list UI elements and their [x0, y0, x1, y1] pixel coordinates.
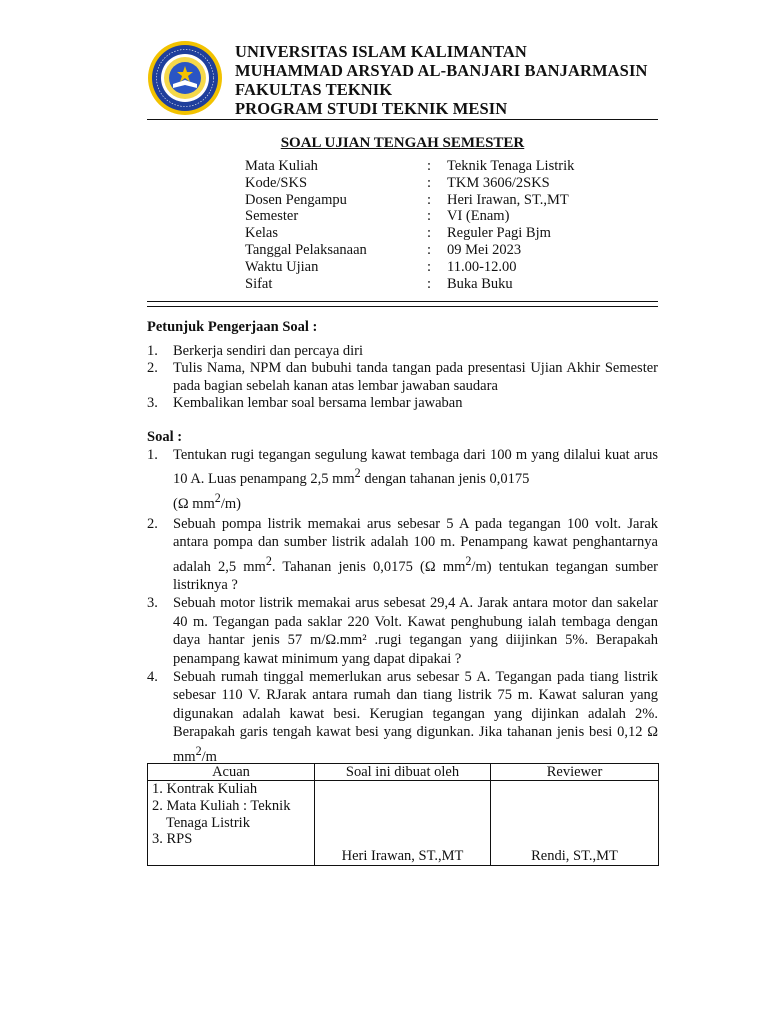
- exam-info-table: [245, 158, 574, 292]
- info-row: [245, 225, 574, 242]
- list-item: [147, 395, 658, 412]
- info-value: Reguler Pagi Bjm: [447, 225, 551, 242]
- info-colon: :: [427, 174, 432, 191]
- author-cell: [315, 781, 491, 866]
- text-part: Tentukan rugi tegangan segulung kawat tembaga dari 100 m yang dilalui kuat arus 10 A. Luas penampang 2,5 mm: [173, 447, 658, 488]
- info-label: Semester: [245, 208, 299, 225]
- list-item: [147, 515, 658, 594]
- info-value: Teknik Tenaga Listrik: [447, 158, 575, 174]
- info-colon: :: [427, 158, 432, 174]
- item-text: Tulis Nama, NPM dan bubuhi tanda tangan pada presentasi Ujian Akhir Semester pada bagian sebelah kanan atas lembar jawaban saudara: [173, 360, 658, 394]
- superscript: 2: [265, 553, 272, 568]
- acuan-item: 2. Mata Kuliah : Teknik: [152, 797, 291, 814]
- item-number: 2.: [147, 360, 158, 377]
- table-header-author: Soal ini dibuat oleh: [315, 764, 491, 781]
- questions-heading: Soal :: [147, 429, 183, 445]
- questions-list: [147, 446, 658, 766]
- info-row: [245, 208, 574, 225]
- acuan-item: Tenaga Listrik: [166, 814, 250, 831]
- text-part: /m) tentukan tegangan sumber listriknya ?: [173, 558, 658, 593]
- item-number: 3.: [147, 394, 158, 411]
- info-row: [245, 259, 574, 276]
- text-part: /m: [201, 748, 217, 765]
- info-row: [245, 175, 574, 192]
- item-text: [173, 515, 658, 594]
- item-number: 2.: [147, 515, 158, 532]
- text-part: Sebuah pompa listrik memakai arus sebesar 5 A pada tegangan 100 volt. Jarak antara pompa dan sumber listrik adalah 100 m. Penampang kawat penghantarnya adalah 2,5 mm: [173, 515, 658, 575]
- info-colon: :: [427, 258, 432, 275]
- info-label: Kelas: [245, 225, 279, 242]
- superscript: 2: [195, 743, 202, 758]
- item-text: [173, 668, 658, 766]
- info-value: 09 Mei 2023: [447, 241, 522, 258]
- info-value: Buka Buku: [447, 275, 513, 292]
- info-row: [245, 192, 574, 209]
- item-number: 3.: [147, 595, 158, 612]
- info-row: [245, 276, 574, 293]
- table-header-acuan: Acuan: [148, 764, 315, 781]
- reviewer-name: Rendi, ST.,MT: [531, 848, 618, 864]
- info-label: Waktu Ujian: [245, 258, 319, 275]
- university-seal-icon: [147, 40, 223, 116]
- table-header-reviewer: Reviewer: [491, 764, 659, 781]
- info-colon: :: [427, 225, 432, 242]
- info-label: Dosen Pengampu: [245, 191, 347, 208]
- list-item: [147, 360, 658, 395]
- info-label: Kode/SKS: [245, 174, 308, 191]
- header-line-1: UNIVERSITAS ISLAM KALIMANTAN: [235, 42, 527, 61]
- info-colon: :: [427, 241, 432, 258]
- info-label: Mata Kuliah: [245, 158, 318, 174]
- item-number: 4.: [147, 668, 158, 685]
- list-item: [147, 668, 658, 766]
- double-divider: [147, 301, 658, 307]
- superscript: 2: [214, 490, 221, 505]
- info-colon: :: [427, 208, 432, 225]
- institution-header: [235, 42, 648, 118]
- item-number: 1.: [147, 343, 158, 359]
- text-part: (Ω mm: [173, 495, 215, 512]
- text-part: /m): [220, 495, 241, 512]
- acuan-cell: [148, 781, 315, 866]
- info-value: VI (Enam): [447, 208, 510, 225]
- info-value: 11.00-12.00: [447, 258, 517, 275]
- list-item: [147, 446, 658, 513]
- list-item: [147, 594, 658, 668]
- info-row: [245, 242, 574, 259]
- info-colon: :: [427, 191, 432, 208]
- instructions-heading: Petunjuk Pengerjaan Soal :: [147, 319, 318, 335]
- header-line-3: FAKULTAS TEKNIK: [235, 80, 393, 99]
- info-value: Heri Irawan, ST.,MT: [447, 191, 569, 208]
- info-row: [245, 158, 574, 175]
- info-value: TKM 3606/2SKS: [447, 174, 550, 191]
- review-table: [147, 763, 659, 866]
- acuan-item: 3. RPS: [152, 831, 193, 848]
- acuan-item: 1. Kontrak Kuliah: [152, 781, 258, 797]
- text-part: Sebuah rumah tinggal memerlukan arus sebesar 5 A. Tegangan pada tiang listrik sebesar 110 V. RJarak antara rumah dan tiang listrik 75 m. Kawat saluran yang digunakan adalah kawat besi. Kerugian tegangan yang dijinkan adalah 2%. Berapakah garis tengah kawat besi yang digunkan. Jika tahanan jenis besi 0,12 Ω mm: [173, 668, 658, 765]
- item-text: Sebuah motor listrik memakai arus sebesat 29,4 A. Jarak antara motor dan sakelar 40 m. Tegangan pada saklar 220 Volt. Kawat penghubung ialah tembaga dengan daya hantar jenis 57 m/Ω.mm² .rugi tegangan yang diijinkan 5%. Berapakah penampang kawat minimum yang dapat dipakai ?: [173, 595, 658, 667]
- superscript: 2: [354, 466, 361, 481]
- item-text: Berkerja sendiri dan percaya diri: [173, 343, 364, 359]
- page-title: SOAL UJIAN TENGAH SEMESTER: [280, 135, 525, 151]
- info-label: Tanggal Pelaksanaan: [245, 241, 367, 258]
- header-line-4: PROGRAM STUDI TEKNIK MESIN: [235, 99, 508, 118]
- header-line-2: MUHAMMAD ARSYAD AL-BANJARI BANJARMASIN: [235, 61, 648, 80]
- item-text: Kembalikan lembar soal bersama lembar jawaban: [173, 394, 463, 411]
- reviewer-cell: [491, 781, 659, 866]
- header-divider: [147, 119, 658, 120]
- item-number: 1.: [147, 447, 158, 463]
- info-label: Sifat: [245, 275, 273, 292]
- item-text: [173, 446, 658, 513]
- author-name: Heri Irawan, ST.,MT: [341, 848, 464, 864]
- superscript: 2: [465, 553, 472, 568]
- text-part: . Tahanan jenis 0,0175 (Ω mm: [271, 558, 466, 575]
- list-item: [147, 343, 658, 360]
- info-colon: :: [427, 275, 432, 292]
- instructions-list: [147, 343, 658, 412]
- text-part: dengan tahanan jenis 0,0175: [360, 471, 530, 488]
